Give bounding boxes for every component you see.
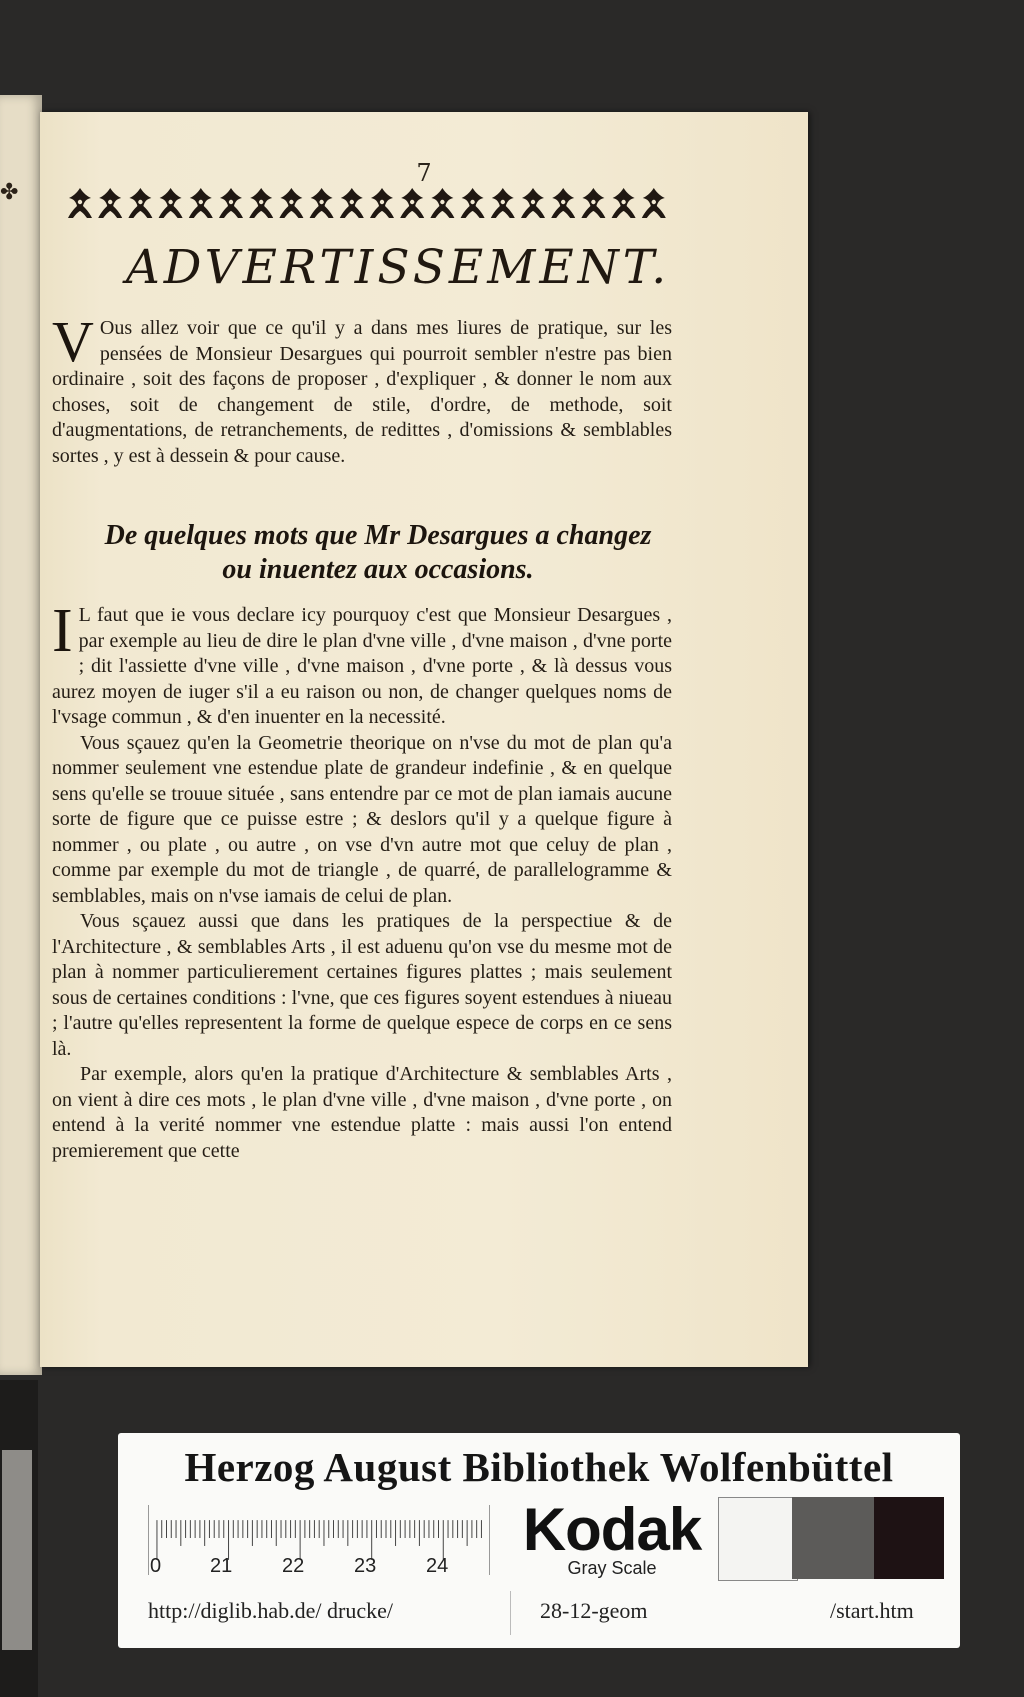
fleuron-glyph [491,188,515,218]
left-page-ornament: ✤ [0,180,19,205]
fleuron-glyph [310,188,334,218]
ruler-label-24: 24 [426,1555,449,1577]
paragraph-intro-text: Ous allez voir que ce qu'il y a dans mes liures de pratique, sur les pensées de Monsieur Desargues qui pourroit sembler n'estre pas bien ordinaire , soit des façons de proposer , d'expliquer , & donner le nom aux choses, soit de changement de stile, d'ordre, de methode, soit d'augmentations, de retranchements, de redittes , d'omissions & semblables sortes , y est à dessein & pour cause. [52,317,672,467]
fleuron-glyph [400,188,424,218]
page-title: ADVERTISSEMENT. [125,240,671,295]
ruler-label-23: 23 [354,1555,377,1577]
paragraph-body [52,597,672,1164]
fleuron-glyph [189,188,213,218]
url-left: http://diglib.hab.de/ drucke/ [148,1598,394,1623]
page-number: 7 [416,159,432,187]
dropcap-v: V [52,309,94,374]
paragraph-body-text-1: L faut que ie vous declare icy pourquoy c'est que Monsieur Desargues , par exemple au lieu de dire le plan d'vne ville , d'vne maison , d'vne porte ; dit l'assiette d'vne ville , d'vne maison , d'vne porte , & là dessus vous aurez moyen de iuger s'il a eu raison ou non, de changer quelques noms de l'vsage commun , & d'en inuenter en la necessité. [52,604,672,728]
ruler-label-21: 21 [210,1555,233,1577]
fleuron-ornament-band [58,180,674,224]
fleuron-glyph [551,188,575,218]
section-heading [68,519,688,587]
scale-ruler [148,1505,490,1585]
fleuron-glyph [159,188,183,218]
fleuron-glyph [581,188,605,218]
left-page-edge [0,95,42,1375]
fleuron-glyph [340,188,364,218]
binding-label [2,1450,32,1650]
scan-target-card [118,1433,960,1648]
swatch-white [718,1497,798,1581]
kodak-logo: Kodak [522,1496,702,1563]
ruler-label-22: 22 [282,1555,305,1577]
section-heading-line1: De quelques mots que Mr Desargues a changez [104,520,652,551]
paragraph-body-text-4: Par exemple, alors qu'en la pratique d'Architecture & semblables Arts , on vient à dire ces mots , le plan d'vne ville , d'vne maison , d'vne porte , on entend à la verité nommer vne estendue platte : mais aussi l'on entend premierement que cette [52,1063,672,1162]
ruler-label-0: 0 [150,1555,162,1577]
fleuron-glyph [279,188,303,218]
book-page [40,112,808,1367]
swatch-gray [792,1497,874,1579]
fleuron-glyph [521,188,545,218]
gutter-strip [0,1380,38,1697]
fleuron-glyph [128,188,152,218]
fleuron-ornament-icon [61,182,671,222]
swatch-black [874,1497,944,1579]
fleuron-glyph [461,188,485,218]
fleuron-glyph [68,188,92,218]
fleuron-glyph [249,188,273,218]
fleuron-glyph [98,188,122,218]
paragraph-body-text-3: Vous sçauez aussi que dans les pratiques de la perspectiue & de l'Architecture , & semblables Arts , il est aduenu qu'on vse du mesme mot de plan à nommer particulierement certaines figures plattes ; mais seulement sous de certaines conditions : l'vne, que ces figures soyent estendues à niueau ; l'autre qu'elles representent la forme de quelque espece de corps en ce sens là. [52,910,672,1060]
fleuron-glyph [642,188,666,218]
paragraph-intro [52,309,672,469]
fleuron-glyph [370,188,394,218]
dropcap-i: I [52,597,73,665]
paragraph-body-text-2: Vous sçauez qu'en la Geometrie theorique on n'vse du mot de plan qu'a nommer seulement vne estendue plate de grandeur indefinie , & en quelque sens qu'elle se trouue située , sans entendre par ce mot de plan iamais aucune sorte de figure que ce puisse estre ; & deslors qu'il y a quelque figure à nommer , ou plate , ou autre , on vse d'vn autre mot que celuy de plan , comme par exemple du mot de triangle , de quarré, de parallelogramme & semblables, mais on n'vse iamais de celui de plan. [52,731,672,907]
section-heading-line2: ou inuentez aux occasions. [222,554,534,585]
fleuron-glyph [430,188,454,218]
gray-scale-label: Gray Scale [567,1558,657,1578]
fleuron-glyph [219,188,243,218]
url-middle: 28-12-geom [540,1598,648,1623]
fleuron-glyph [612,188,636,218]
library-name: Herzog August Bibliothek Wolfenbüttel [184,1444,894,1490]
url-separator [510,1591,511,1635]
url-right: /start.htm [830,1598,914,1623]
